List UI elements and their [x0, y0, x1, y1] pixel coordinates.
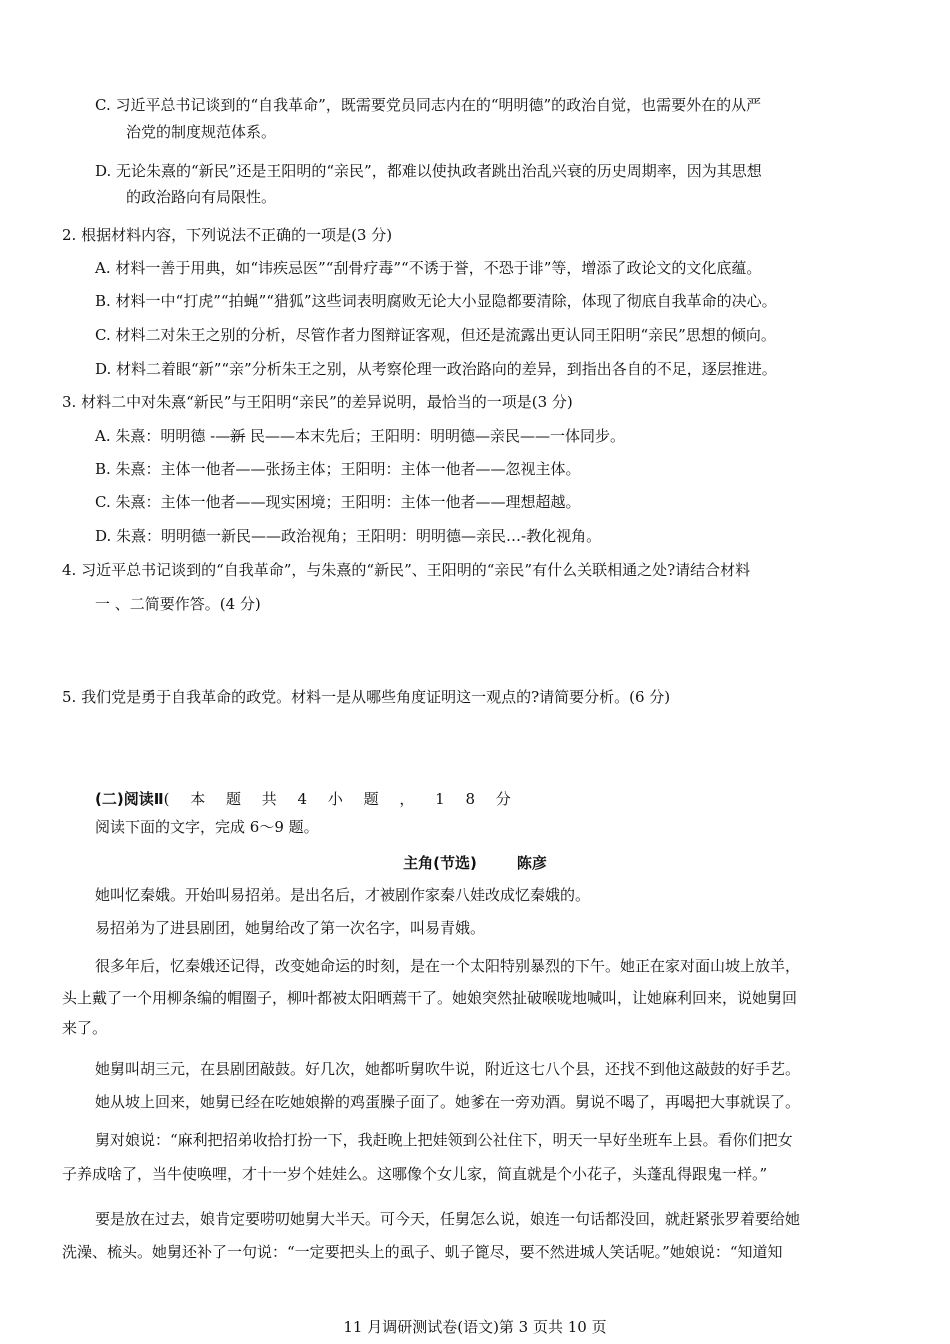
question-2-stem: 2. 根据材料内容，下列说法不正确的一项是(3 分): [62, 226, 393, 244]
paragraph-3-line-3: 来了。: [62, 1019, 108, 1037]
passage-title-name: 主角(节选): [403, 854, 477, 872]
option-a-struck-char: 新: [230, 427, 246, 445]
question-5: 5. 我们党是勇于自我革命的政党。材料一是从哪些角度证明这一观点的?请简要分析。(6 分): [62, 688, 671, 706]
question-4-line-2: 一 、二简要作答。(4 分): [95, 595, 261, 613]
question-3-option-c: C. 朱熹：主体一他者——现实困境；王阳明：主体一他者——理想超越。: [95, 493, 581, 511]
paragraph-7-line-2: 洗澡、梳头。她舅还补了一句说：“一定要把头上的虱子、虮子篦尽，要不然进城人笑话呢。”她娘说：“知道知: [62, 1243, 783, 1261]
passage-author: 陈彦: [516, 854, 547, 872]
question-4-line-1: 4. 习近平总书记谈到的“自我革命”，与朱熹的“新民”、王阳明的“亲民”有什么关联相通之处?请结合材料: [62, 561, 751, 579]
paragraph-6-line-2: 子养成啥了，当牛使唤哩，才十一岁个娃娃么。这哪像个女儿家，简直就是个小花子，头蓬乱得跟鬼一样。”: [62, 1165, 768, 1183]
section-score-note: ( 本 题 共 4 小 题 ， 1 8 分: [163, 790, 519, 808]
option-a-suffix: 民——本末先后；王阳明：明明德—亲民——一体同步。: [245, 427, 626, 445]
paragraph-4: 她舅叫胡三元，在县剧团敲鼓。好几次，她都听舅吹牛说，附近这七八个县，还找不到他这敲鼓的好手艺。: [95, 1060, 801, 1078]
section-label: (二)阅读Ⅱ: [95, 790, 164, 808]
paragraph-5: 她从坡上回来，她舅已经在吃她娘擀的鸡蛋臊子面了。她爹在一旁劝酒。舅说不喝了，再喝把大事就误了。: [95, 1093, 801, 1111]
option-c-line-1: C. 习近平总书记谈到的“自我革命”，既需要党员同志内在的“明明德”的政治自觉，也需要外在的从严: [95, 96, 762, 114]
option-d-line-1: D. 无论朱熹的“新民”还是王阳明的“亲民”，都难以使执政者跳出治乱兴衰的历史周期率，因为其思想: [95, 162, 762, 180]
paragraph-3-line-1: 很多年后，忆秦娥还记得，改变她命运的时刻，是在一个太阳特别暴烈的下午。她正在家对面山坡上放羊，: [95, 957, 801, 975]
option-d-line-2: 的政治路向有局限性。: [126, 188, 277, 206]
section-heading: [95, 788, 519, 809]
paragraph-6-line-1: 舅对娘说：“麻利把招弟收拾打扮一下，我赶晚上把娃领到公社住下，明天一早好坐班车上县。看你们把女: [95, 1131, 793, 1149]
question-3-option-d: D. 朱熹：明明德一新民——政治视角；王阳明：明明德—亲民…-教化视角。: [95, 527, 602, 545]
question-3-option-a: [95, 425, 625, 446]
paragraph-2: 易招弟为了进县剧团，她舅给改了第一次名字，叫易青娥。: [95, 919, 486, 937]
question-2-option-c: C. 材料二对朱王之别的分析，尽管作者力图辩证客观，但还是流露出更认同王阳明“亲民”思想的倾向。: [95, 326, 776, 344]
option-c-line-2: 治党的制度规范体系。: [126, 123, 277, 141]
option-a-prefix: A. 朱熹：明明德 -—: [95, 427, 231, 445]
passage-title: [0, 852, 950, 873]
paragraph-1: 她叫忆秦娥。开始叫易招弟。是出名后，才被剧作家秦八娃改成忆秦娥的。: [95, 886, 591, 904]
question-3-option-b: B. 朱熹：主体一他者——张扬主体；王阳明：主体一他者——忽视主体。: [95, 460, 581, 478]
question-2-option-a: A. 材料一善于用典，如“讳疾忌医”“刮骨疗毒”“不诱于誉，不恐于诽”等，增添了政论文的文化底蕴。: [95, 259, 762, 277]
question-2-option-b: B. 材料一中“打虎”“拍蝇”“猎狐”这些词表明腐败无论大小显隐都要清除，体现了彻底自我革命的决心。: [95, 292, 777, 310]
page-footer: 11 月调研测试卷(语文)第 3 页共 10 页: [343, 1318, 607, 1336]
question-2-option-d: D. 材料二着眼“新”“亲”分析朱王之别，从考察伦理一政治路向的差异，到指出各自的不足，逐层推进。: [95, 360, 777, 378]
paragraph-7-line-1: 要是放在过去，娘肯定要唠叨她舅大半天。可今天，任舅怎么说，娘连一句话都没回，就赶紧张罗着要给她: [95, 1210, 801, 1228]
section-instruction: 阅读下面的文字，完成 6～9 题。: [95, 818, 319, 836]
paragraph-3-line-2: 头上戴了一个用柳条编的帽圈子，柳叶都被太阳晒蔫干了。她娘突然扯破喉咙地喊叫，让她麻利回来，说她舅回: [62, 989, 798, 1007]
question-3-stem: 3. 材料二中对朱熹“新民”与王阳明“亲民”的差异说明，最恰当的一项是(3 分): [62, 393, 573, 411]
